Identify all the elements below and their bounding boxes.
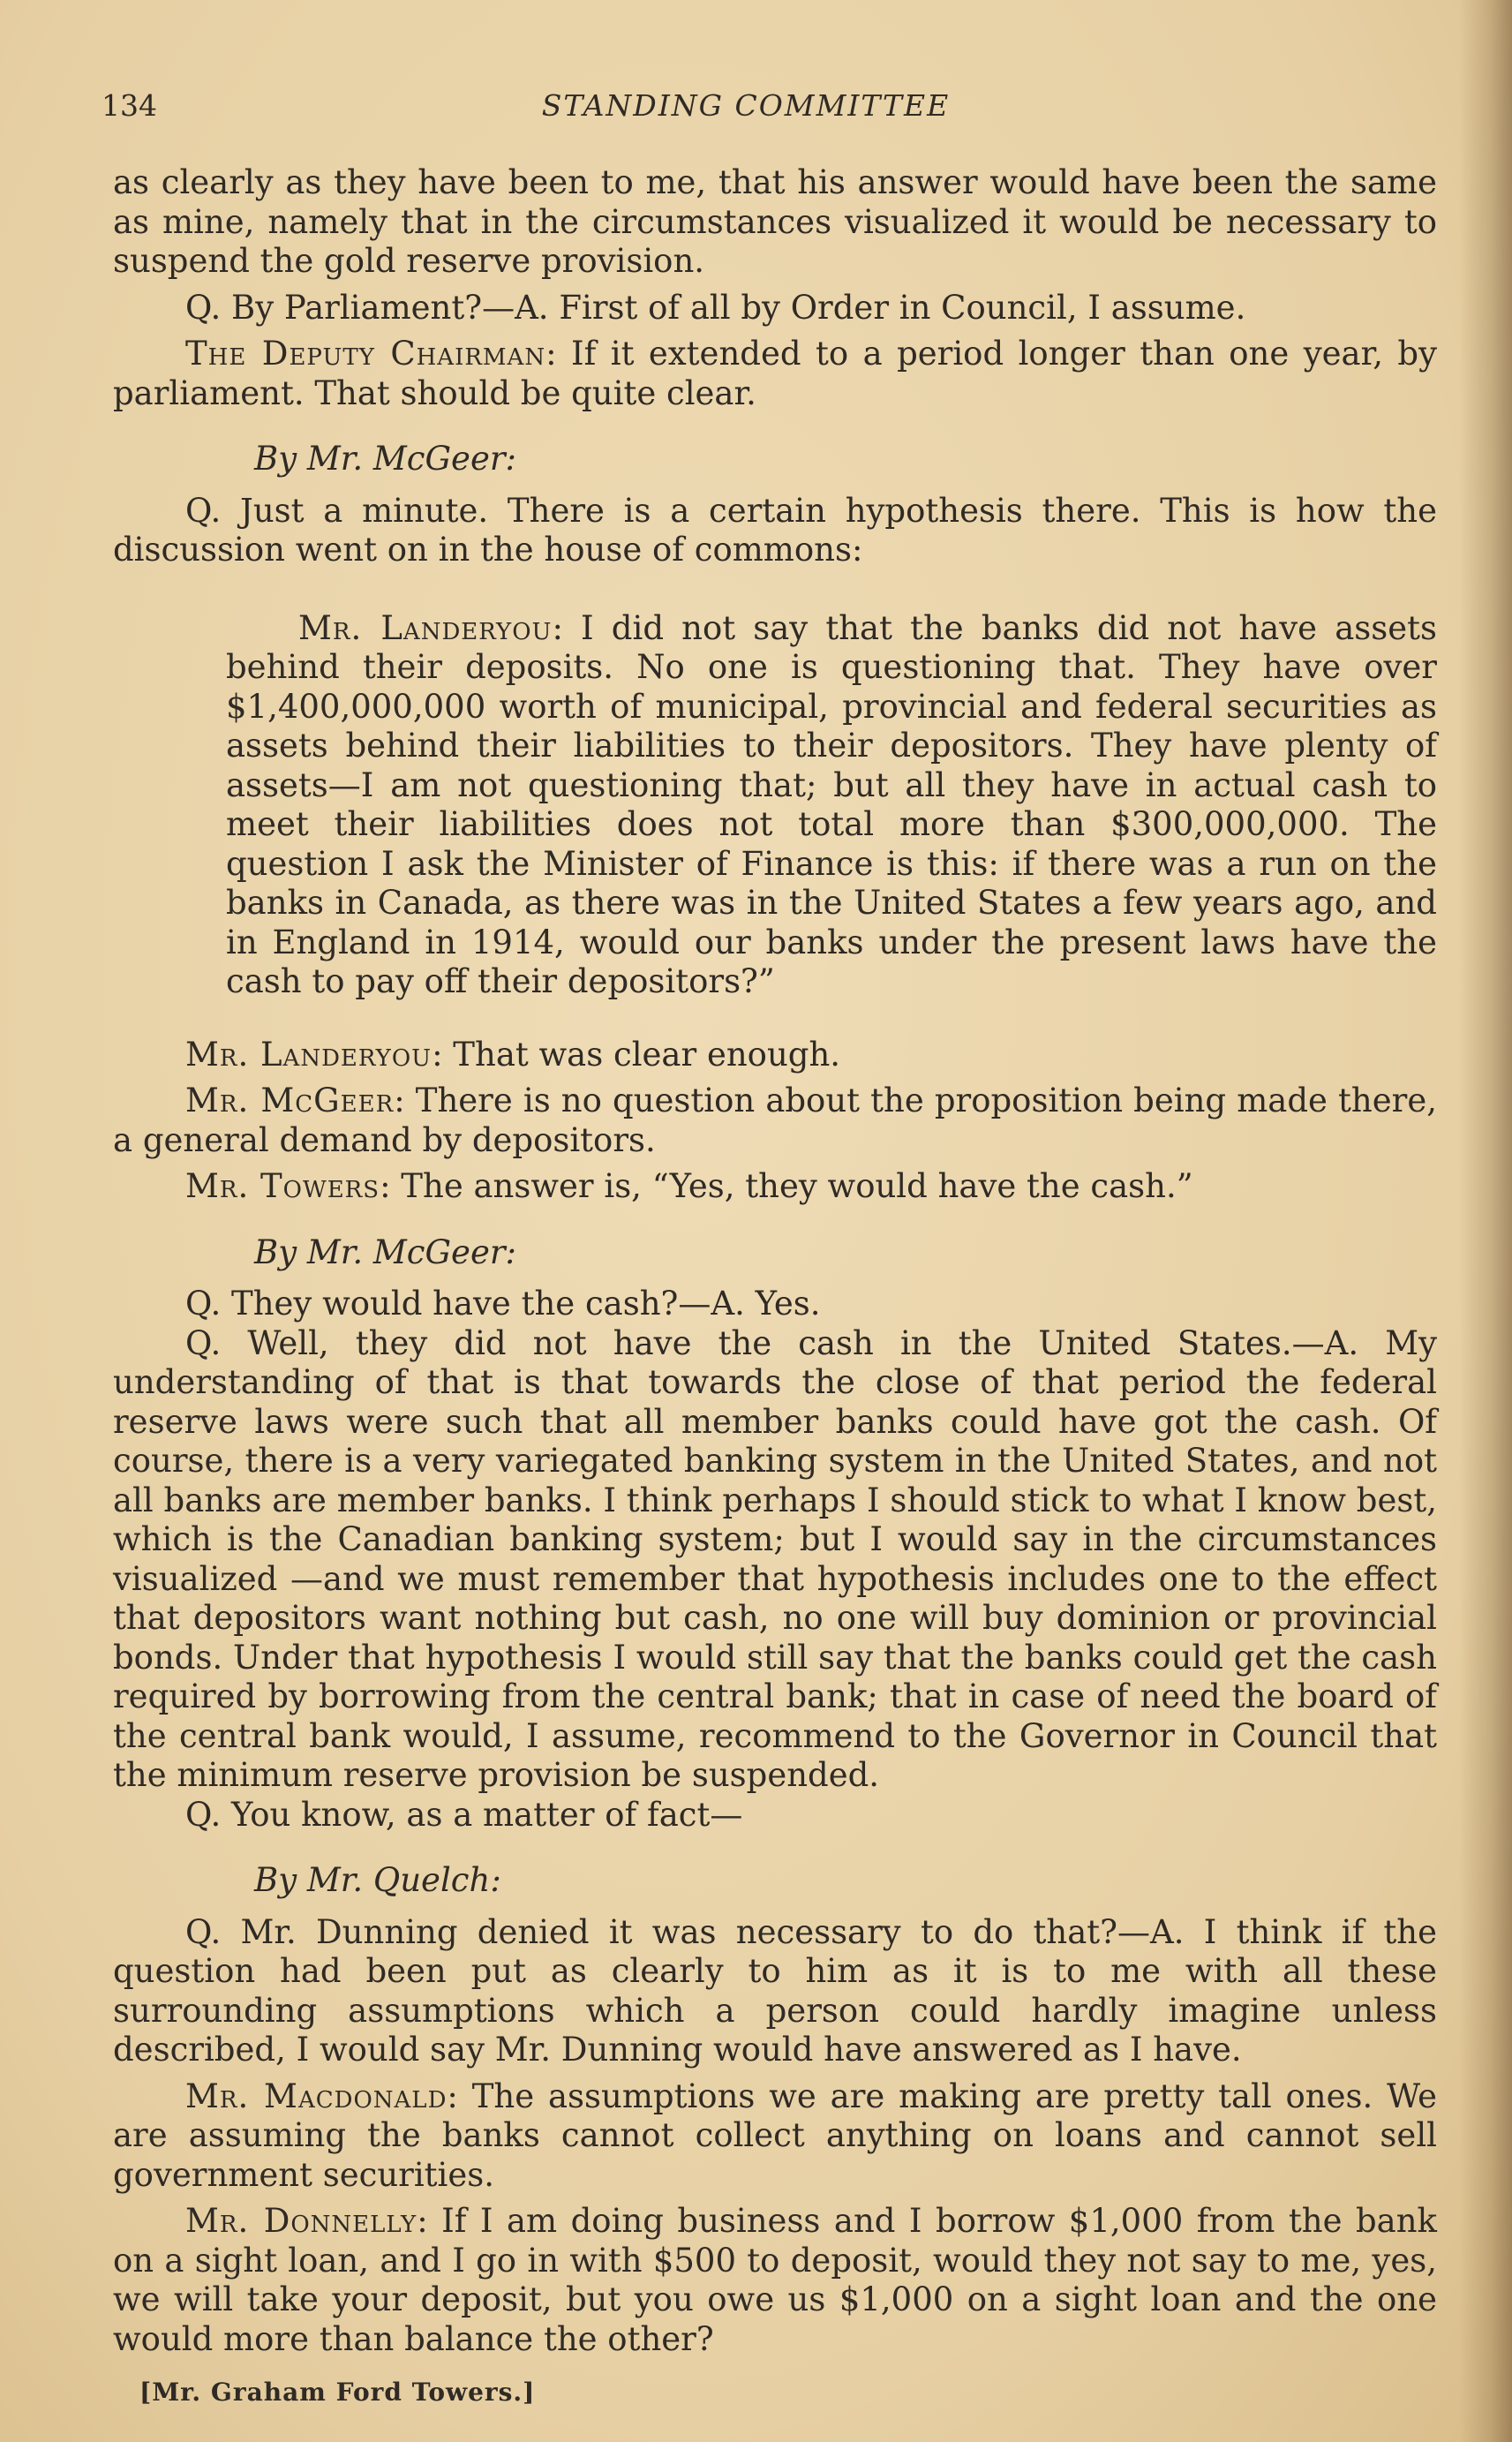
question-answer: Q. Well, they did not have the cash in the United States.—A. My understanding of that is that towards the close of that period the federal reserve laws were such that all member banks could have got the cash. Of course, there is a very variegated banking system in the United States, and not all banks are member banks. I think perhaps I should stick to what I know best, which is the Canadian banking system; but I would say in the circumstances visualized —and we must remember that hypothesis includes one to the effect that depositors want nothing but cash, no one will buy dominion or provincial bonds. Under that hypothesis I would still say that the banks could get the cash required by borrowing from the central bank; that in case of need the board of the central bank would, I assume, recommend to the Governor in Council that the minimum reserve provision be suspended.	[113, 1323, 1437, 1794]
speaker-name: The Deputy Chairman	[185, 335, 546, 373]
block-quote	[226, 609, 1437, 1002]
speech-text: : There is no question about the proposition being made there, a general demand by depositors.	[113, 1082, 1437, 1159]
quote-text: : I did not say that the banks did not have assets behind their deposits. No one is questioning that. They have over $1,400,000,000 worth of municipal, provincial and federal securities as assets behind their liabilities to their depositors. They have plenty of assets—I am not questioning that; but all they have in actual cash to meet their liabilities does not total more than $300,000,000. The question I ask the Minister of Finance is this: if there was a run on the banks in Canada, as there was in the United States a few years ago, and in England in 1914, would our banks under the present laws have the cash to pay off their depositors?”	[226, 608, 1437, 1000]
question-answer: Q. Just a minute. There is a certain hypothesis there. This is how the discussion went on in the house of commons:	[113, 491, 1437, 569]
speech	[113, 2202, 1437, 2359]
question-answer: Q. By Parliament?—A. First of all by Order in Council, I assume.	[185, 288, 1246, 327]
speech-text: : The answer is, “Yes, they would have the cash.”	[380, 1167, 1193, 1205]
question-answer: Q. Mr. Dunning denied it was necessary to do that?—A. I think if the question had been put as clearly to him as it is to me with all these surrounding assumptions which a person could hardly imagine unless described, I would say Mr. Dunning would have answered as I have.	[113, 1912, 1437, 2069]
speech-text: : That was clear enough.	[432, 1035, 841, 1074]
byline: By Mr. Quelch:	[254, 1861, 501, 1899]
page-number: 134	[102, 88, 157, 123]
speaker-name: Mr. Landeryou	[298, 608, 553, 647]
page-edge-shadow	[1459, 0, 1512, 2442]
speaker-name: Mr. Towers	[185, 1167, 380, 1205]
page-body	[113, 163, 1437, 2413]
speaker-name: Mr. Landeryou	[185, 1035, 433, 1074]
running-head: STANDING COMMITTEE	[541, 88, 951, 123]
speaker-name: Mr. Donnelly	[185, 2202, 417, 2240]
question-answer: Q. They would have the cash?—A. Yes.	[185, 1285, 821, 1323]
page-header	[102, 88, 1390, 132]
speaker-name: Mr. McGeer	[185, 1082, 395, 1119]
byline: By Mr. McGeer:	[254, 440, 516, 478]
speech-text: : The assumptions we are making are pretty tall ones. We are assuming the banks cannot collect anything on loans and cannot sell government securities.	[113, 2076, 1438, 2194]
speech	[113, 1167, 1437, 1207]
speech	[113, 1036, 1437, 1075]
question-answer: Q. You know, as a matter of fact—	[185, 1795, 743, 1834]
paragraph: as clearly as they have been to me, that his answer would have been the same as mine, namely that in the circumstances visualized it would be necessary to suspend the gold reserve provision.	[113, 163, 1437, 280]
speech	[113, 2077, 1437, 2196]
speaker-name: Mr. Macdonald	[185, 2076, 448, 2115]
speech	[113, 335, 1437, 413]
byline: By Mr. McGeer:	[254, 1232, 516, 1271]
speech-text: : If it extended to a period longer than one year, by parliament. That should be quite clear.	[113, 335, 1437, 412]
speech	[113, 1082, 1437, 1160]
witness-footer: [Mr. Graham Ford Towers.]	[139, 2378, 536, 2407]
speech-text: : If I am doing business and I borrow $1,000 from the bank on a sight loan, and I go in with $500 to deposit, would they not say to me, yes, we will take your deposit, but you owe us $1,000 on a sight loan and the one would more than balance the other?	[113, 2202, 1437, 2358]
